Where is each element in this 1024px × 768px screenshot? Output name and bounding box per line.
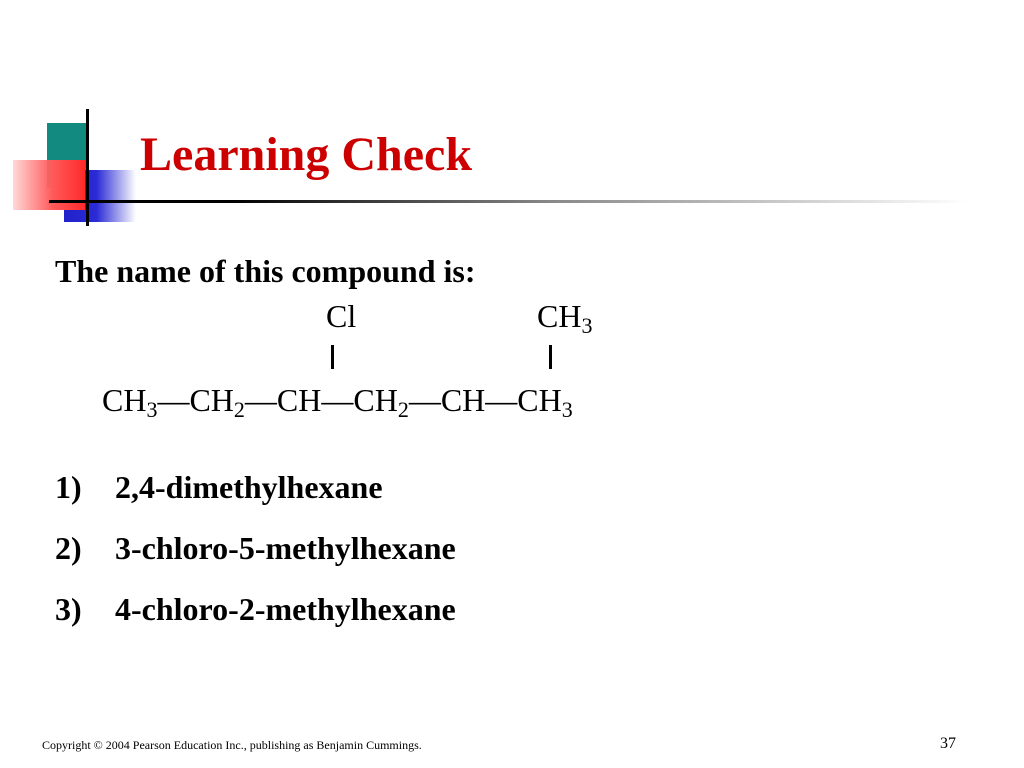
chain-group: CH [276,382,322,418]
chain-group: $CH_3$ [517,382,573,422]
option-number: 1) [55,469,82,505]
chain-group: $CH_3$ [102,382,158,422]
answer-option-1 [55,471,383,503]
chlorine-substituent: Cl [326,298,357,334]
methyl-substituent: $CH_3$ [537,298,593,338]
question-text: The name of this compound is: [55,253,476,289]
slide-title: Learning Check [140,128,473,181]
methyl-bond-line [549,345,552,369]
option-number: 2) [55,530,82,566]
option-text: 3-chloro-5-methylhexane [115,530,456,566]
vertical-divider-line [86,109,89,226]
title-underline [49,200,969,203]
option-text: 2,4-dimethylhexane [115,469,383,505]
page-number: 37 [940,735,956,752]
chain-group: CH [440,382,486,418]
answer-option-2 [55,532,456,564]
answer-option-3 [55,593,456,625]
chain-group: $CH_2$ [353,382,409,422]
chain-group: $CH_2$ [189,382,245,422]
chlorine-bond-line [331,345,334,369]
option-text: 4-chloro-2-methylhexane [115,591,456,627]
carbon-chain-formula: $CH_3—CH_2—CH—CH_2—CH—CH_3$ [102,382,573,422]
option-number: 3) [55,591,82,627]
copyright-footer: Copyright © 2004 Pearson Education Inc., publishing as Benjamin Cummings. [42,738,422,752]
